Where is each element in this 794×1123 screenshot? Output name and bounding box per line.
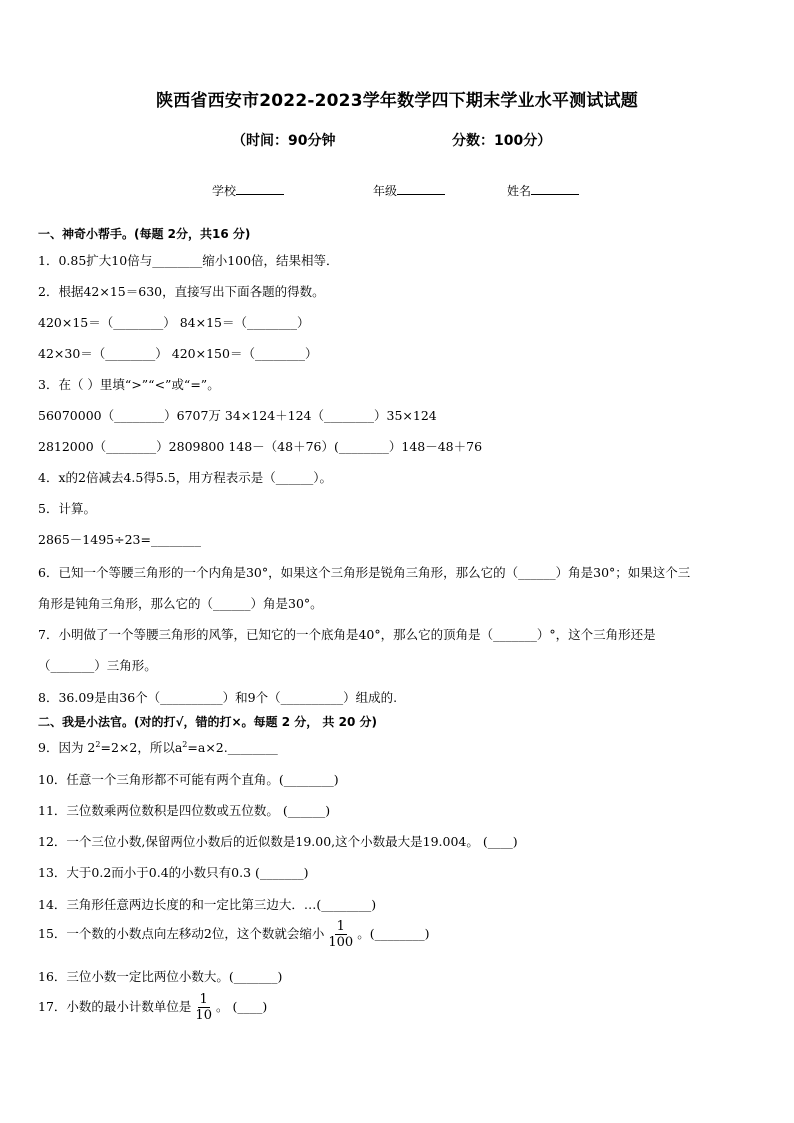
question-3-row-1: 56070000（________）6707万 34×124＋124（________）35×124 — [38, 408, 437, 423]
grade-field — [373, 182, 445, 199]
school-blank — [236, 182, 284, 195]
q15-denominator: 100 — [328, 935, 354, 950]
question-5-expr: 2865－1495÷23=________ — [38, 532, 201, 547]
question-17 — [38, 992, 267, 1023]
question-9 — [38, 738, 278, 756]
school-label: 学校 — [212, 184, 237, 198]
q15-fraction — [326, 919, 355, 950]
q15-prefix: 15．一个数的小数点向左移动2位，这个数就会缩小 — [38, 926, 325, 941]
q17-prefix: 17．小数的最小计数单位是 — [38, 999, 192, 1014]
question-2: 2．根据42×15＝630，直接写出下面各题的得数。 — [38, 284, 325, 299]
question-16: 16．三位小数一定比两位小数大。(_______) — [38, 969, 283, 984]
question-2-row-1: 420×15＝（________） 84×15＝（________） — [38, 315, 310, 330]
q15-suffix: 。(________) — [357, 926, 430, 941]
question-7-cont: （_______）三角形。 — [38, 658, 157, 673]
name-field — [507, 182, 579, 199]
question-4: 4．x的2倍减去4.5得5.5，用方程表示是（______）。 — [38, 470, 332, 485]
school-field — [212, 182, 284, 199]
grade-label: 年级 — [373, 184, 398, 198]
q17-suffix: 。 (____) — [215, 999, 268, 1014]
name-blank — [531, 182, 579, 195]
q17-numerator: 1 — [199, 992, 208, 1007]
q9-suffix: =a×2.________ — [187, 740, 278, 755]
q17-denominator: 10 — [195, 1008, 212, 1023]
section2-heading: 二、我是小法官。(对的打√，错的打×。每题 2 分， 共 20 分) — [38, 715, 377, 729]
page-title: 陕西省西安市2022-2023学年数学四下期末学业水平测试试题 — [156, 91, 638, 111]
question-10: 10．任意一个三角形都不可能有两个直角。(________) — [38, 772, 339, 787]
q17-fraction — [193, 992, 214, 1023]
exam-score: 分数：100分） — [452, 133, 552, 149]
question-15 — [38, 919, 429, 950]
question-13: 13．大于0.2而小于0.4的小数只有0.3 (_______) — [38, 865, 309, 880]
q9-prefix: 9．因为 2 — [38, 740, 96, 755]
question-14: 14．三角形任意两边长度的和一定比第三边大．…(________) — [38, 897, 377, 912]
grade-blank — [397, 182, 445, 195]
name-label: 姓名 — [507, 184, 532, 198]
question-1: 1．0.85扩大10倍与________缩小100倍，结果相等． — [38, 253, 339, 268]
question-5: 5．计算。 — [38, 501, 96, 516]
q9-exponent-1: 2 — [95, 739, 101, 749]
q15-numerator: 1 — [336, 919, 345, 934]
question-6: 6．已知一个等腰三角形的一个内角是30°，如果这个三角形是锐角三角形，那么它的（______）角是30°；如果这个三 — [38, 565, 691, 580]
question-11: 11．三位数乘两位数积是四位数或五位数。 (______) — [38, 803, 331, 818]
q9-exponent-2: 2 — [182, 739, 188, 749]
question-6-cont: 角形是钝角三角形，那么它的（______）角是30°。 — [38, 596, 323, 611]
q9-mid: =2×2，所以a — [100, 740, 183, 755]
question-12: 12．一个三位小数,保留两位小数后的近似数是19.00,这个小数最大是19.004。 (____) — [38, 834, 518, 849]
question-2-row-2: 42×30＝（________） 420×150＝（________） — [38, 346, 318, 361]
question-8: 8．36.09是由36个（__________）和9个（__________）组成的. — [38, 690, 398, 705]
exam-time: （时间：90分钟 — [232, 133, 336, 149]
question-7: 7．小明做了一个等腰三角形的风筝，已知它的一个底角是40°，那么它的顶角是（_______）°，这个三角形还是 — [38, 627, 656, 642]
question-3: 3．在（ ）里填“>”“<”或“=”。 — [38, 377, 220, 392]
question-3-row-2: 2812000（________）2809800 148－（48＋76）(________）148－48＋76 — [38, 439, 483, 454]
section1-heading: 一、神奇小帮手。(每题 2分，共16 分) — [38, 227, 251, 241]
